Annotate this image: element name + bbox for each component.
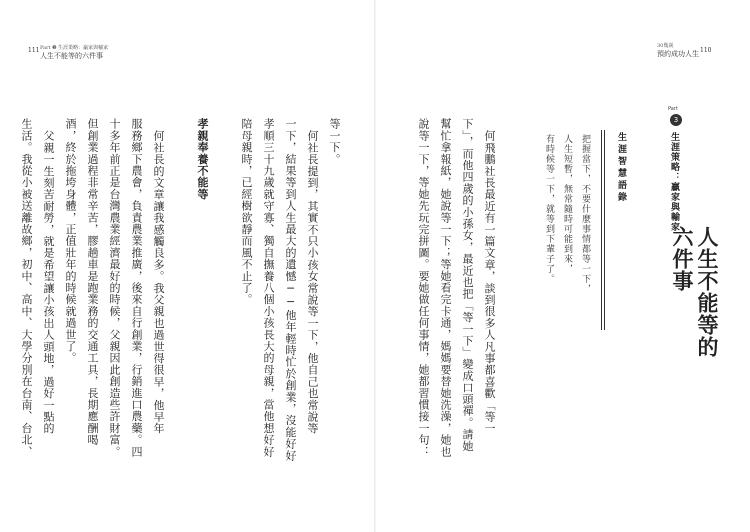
left-running-header	[40, 44, 108, 61]
right-header-title: 預約成功人生	[657, 50, 699, 58]
text-column: 生活。我從小被送離故鄉，初中、高中、大學分別在台南、台北、	[20, 118, 33, 458]
wisdom-quote-box	[512, 130, 630, 330]
section-heading: 孝親奉養不能等	[196, 118, 209, 200]
quote-line: 把握當下，不要什麼事情都等一下，	[580, 134, 590, 294]
quote-rule-inner	[604, 130, 605, 330]
text-column: 何社長提到，其實不只小孩女常說等一下，他自己也常說等	[306, 130, 319, 435]
text-column: 十多年前正是台灣農業經濟最好的時候，父親因此創造些許財富。	[108, 118, 121, 458]
chapter-title-line1: 人生不能等的	[695, 226, 720, 358]
left-header-part: Part ❸ 生涯策略：贏家與輸家	[40, 45, 109, 51]
text-column: 何社長的文章讓我感觸良多。我父親也過世得很早，他早年	[152, 130, 165, 435]
text-column: 等一下。	[328, 118, 341, 165]
left-page-number: 111	[28, 47, 40, 54]
text-column: 服務鄉下農會，負責農業推廣，後來自行創業，行銷進口農藥。四	[130, 118, 143, 458]
text-column: 下」，而他四歲的小孫女，最近也把「等一下」變成口頭禪。請她	[461, 118, 474, 452]
text-column: 酒，終於拖垮身體，正值壯年的時候就過世了。	[64, 118, 77, 364]
quote-line: 人生短暫，無常隨時可能到來，	[562, 134, 572, 274]
quote-rule	[601, 130, 602, 330]
right-running-header	[657, 42, 699, 59]
quote-line: 有時候等一下，就等到下輩子了。	[544, 134, 554, 284]
gutter	[374, 0, 376, 532]
part-number-badge: 3	[670, 114, 682, 126]
text-column: 何飛鵬社長最近有一篇文章，談到很多人凡事都喜歡「等一	[483, 130, 496, 435]
quote-label: 生涯智慧語錄	[616, 132, 626, 204]
chapter-title	[670, 226, 720, 358]
left-header-title: 人生不能等的六件事	[40, 52, 103, 60]
part-label: Part	[668, 106, 678, 112]
text-column: 孝順三十九歲就守寡、獨自撫養八個小孩長大的母親，當他想好好	[262, 118, 275, 458]
strategy-title: 生涯策略：贏家與輸家	[669, 132, 679, 232]
text-column: 但創業過程非常辛苦，膠趟車是跑業務的交通工具，長期應酬喝	[86, 118, 99, 446]
text-column: 父親一生刻苦耐勞，就是希望讓小孩出人頭地，過好一點的	[42, 130, 55, 435]
text-column: 一下，結果等到人生最大的遺憾──他年輕時忙於創業，沒能好好	[284, 118, 297, 462]
text-column: 說等一下，等她先玩完拼圖。要她做任何事情，她都習慣接一句：	[417, 118, 430, 458]
text-column: 陪母親時，已經樹欲靜而風不止了。	[240, 118, 253, 306]
text-column: 幫忙拿報紙，她說等一下；等她看完卡通，媽媽要替她洗澡，她也	[439, 118, 452, 458]
right-header-small: 30幾歲	[657, 43, 674, 49]
right-page-number: 110	[700, 47, 712, 54]
chapter-title-line2: 六件事	[670, 226, 695, 292]
